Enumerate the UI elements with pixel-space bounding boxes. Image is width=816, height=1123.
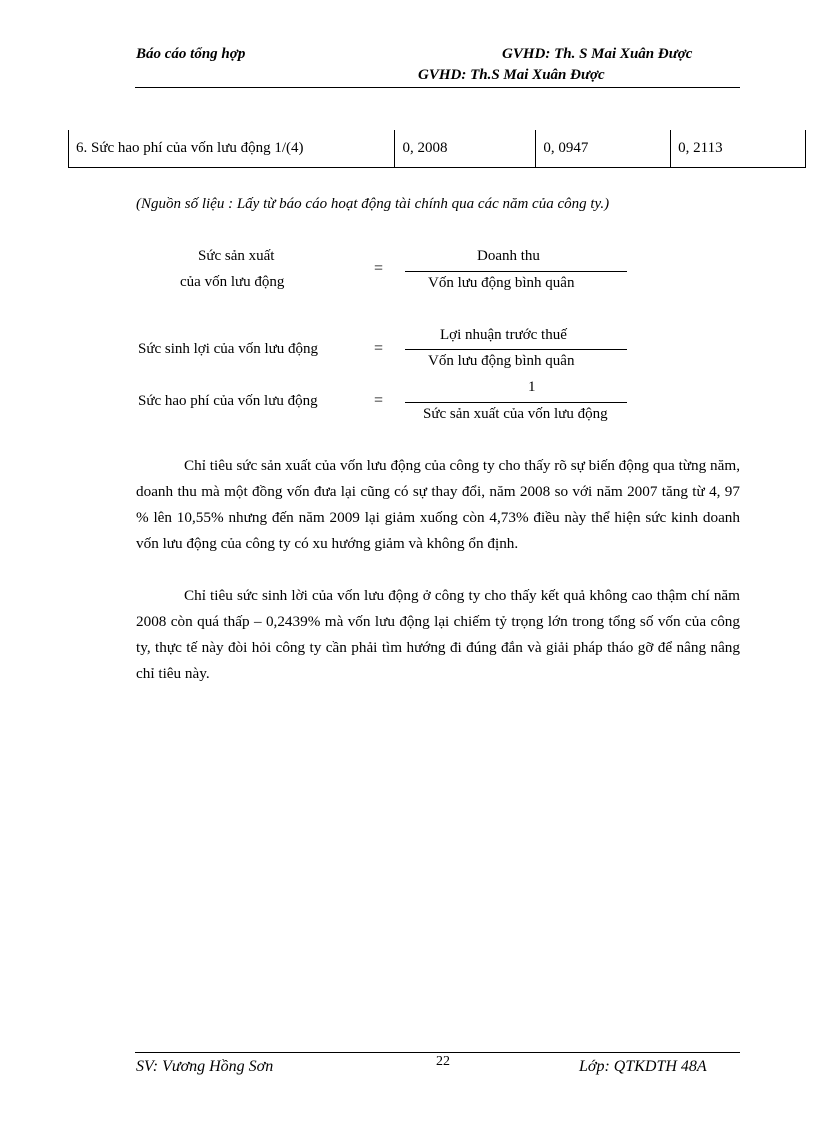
- header-advisor: GVHD: Th. S Mai Xuân Được: [502, 46, 693, 62]
- analysis-paragraph-profitability: Chỉ tiêu sức sinh lời của vốn lưu động ở công ty cho thấy kết quả không cao thậm chí năm 2008 còn quá thấp – 0,2439% mà vốn lưu động lại chiếm tỷ trọng lớn trong tổng số vốn của công ty, thực tế này đòi hỏi công ty cần phải tìm hướng đi đúng đắn và giải pháp tháo gỡ để nâng nâng chỉ tiêu này.: [136, 587, 740, 682]
- formula-2-denominator: Vốn lưu động bình quân: [428, 353, 575, 369]
- page-number: 22: [436, 1054, 450, 1069]
- indicator-table: [68, 130, 806, 168]
- header-divider: [135, 87, 740, 88]
- formula-1-denominator: Vốn lưu động bình quân: [428, 275, 575, 291]
- table-cell-change: 0, 2113: [671, 130, 806, 168]
- formula-3-equals: =: [374, 392, 384, 409]
- formula-2-label: Sức sinh lợi của vốn lưu động: [138, 341, 319, 357]
- formula-1-fraction-bar: [405, 271, 627, 272]
- header-advisor-repeat: GVHD: Th.S Mai Xuân Được: [418, 67, 605, 83]
- header-report-title: Báo cáo tổng hợp: [136, 46, 246, 62]
- formula-1-label-line1: Sức sản xuất: [198, 248, 275, 264]
- formula-2-numerator: Lợi nhuận trước thuế: [440, 327, 567, 343]
- formula-3-label: Sức hao phí của vốn lưu động: [138, 393, 318, 409]
- formula-1-equals: =: [374, 260, 384, 277]
- table-cell-2008: 0, 2008: [395, 130, 536, 168]
- formula-3-fraction-bar: [405, 402, 627, 403]
- formula-3-denominator: Sức sản xuất của vốn lưu động: [423, 406, 608, 422]
- formula-2-fraction-bar: [405, 349, 627, 350]
- footer-class: Lớp: QTKDTH 48A: [579, 1058, 707, 1075]
- footer-divider: [135, 1052, 740, 1053]
- table-row: [69, 130, 806, 168]
- footer-student: SV: Vương Hồng Sơn: [136, 1058, 274, 1075]
- analysis-paragraph-productivity: Chỉ tiêu sức sản xuất của vốn lưu động của công ty cho thấy rõ sự biến động qua từng năm, doanh thu mà một đồng vốn đưa lại cũng có sự thay đổi, năm 2008 so với năm 2007 tăng từ 4, 97 % lên 10,55% nhưng đến năm 2009 lại giảm xuống còn 4,73% điều này thể hiện sức kinh doanh vốn lưu động của công ty có xu hướng giảm và không ổn định.: [136, 457, 740, 552]
- formula-2-equals: =: [374, 340, 384, 357]
- formula-3-numerator: 1: [528, 379, 536, 395]
- source-note: (Nguồn số liệu : Lấy từ báo cáo hoạt động tài chính qua các năm của công ty.): [136, 196, 610, 212]
- formula-1-label-line2: của vốn lưu động: [180, 274, 285, 290]
- formula-1-numerator: Doanh thu: [477, 248, 540, 264]
- table-cell-2009: 0, 0947: [536, 130, 671, 168]
- table-cell-indicator: 6. Sức hao phí của vốn lưu động 1/(4): [69, 130, 395, 168]
